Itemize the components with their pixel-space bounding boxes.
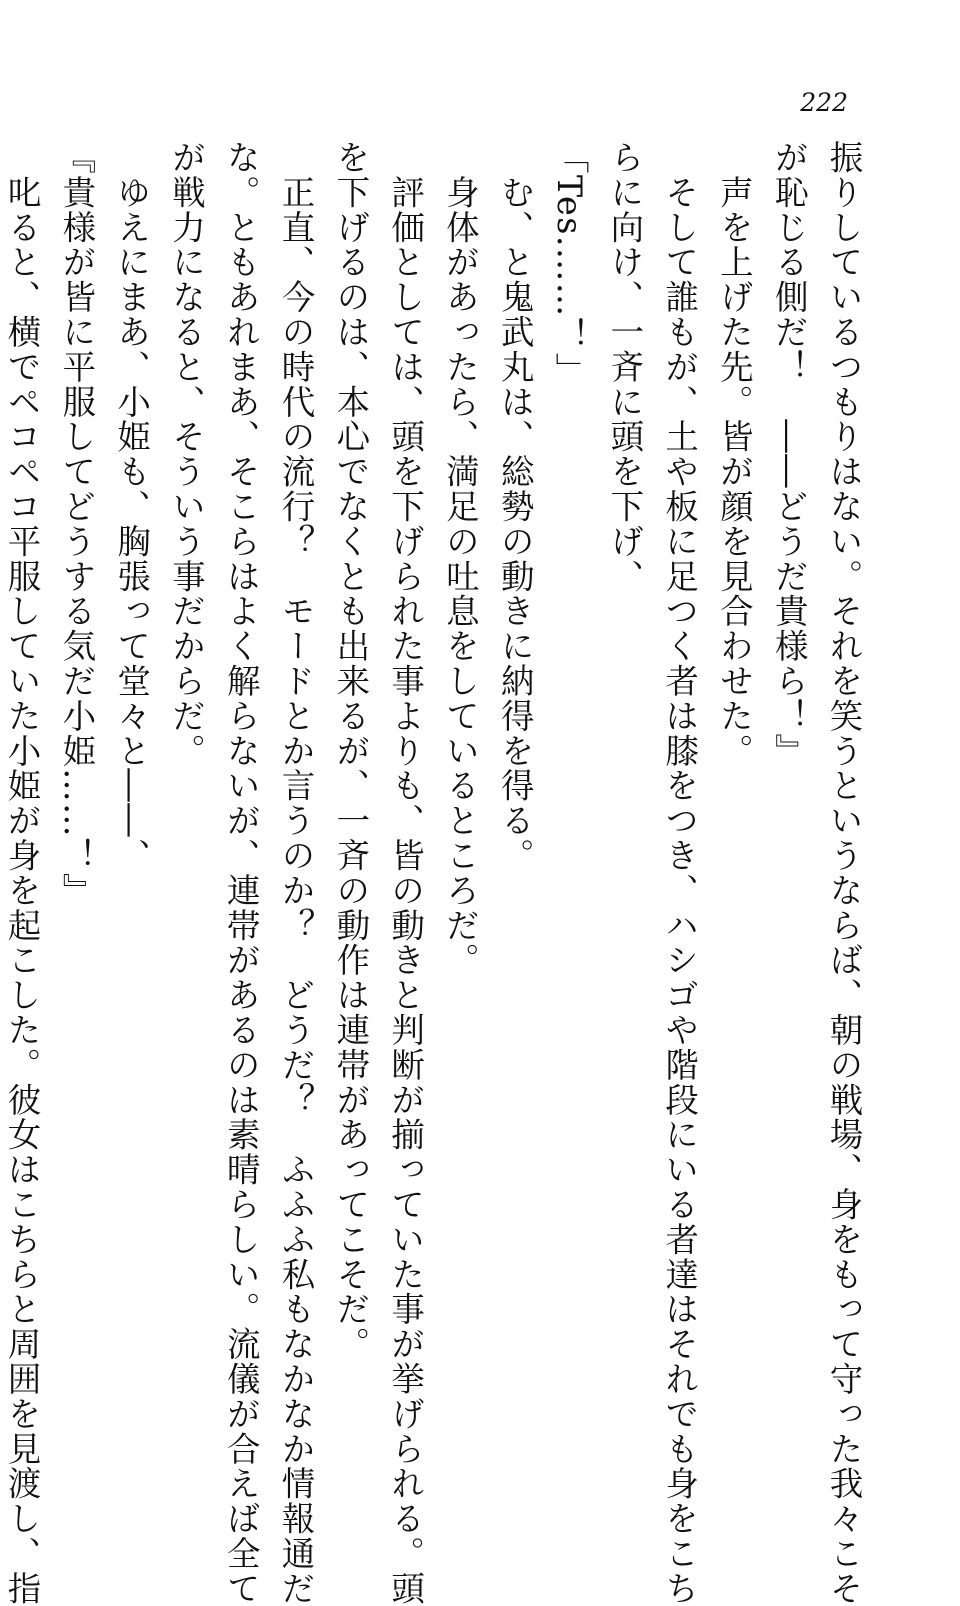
text-line <box>432 140 487 1270</box>
text-line <box>706 140 761 1270</box>
text-line <box>377 140 432 1606</box>
text-line <box>760 140 815 1270</box>
text-segment: な。ともあれまあ、そこらはよく解らないが、連帯があるのは素晴らしい。流儀が合えば全て <box>221 140 261 1606</box>
text-line <box>541 140 596 1270</box>
text-line <box>267 140 322 1606</box>
text-line <box>0 140 48 1606</box>
text-line <box>815 140 870 1606</box>
text-segment: 声を上げた先。皆が顔を見合わせた。 <box>714 140 754 769</box>
text-line <box>322 140 377 1362</box>
text-segment: を下げるのは、本心でなくとも出来るが、一斉の動作は連帯があってこそだ。 <box>330 140 370 1362</box>
text-line <box>596 140 651 1270</box>
text-segment: 振りしているつもりはない。それを笑うというならば、朝の戦場、身をもって守った我々こそ <box>824 140 863 1606</box>
page-number: 222 <box>800 88 848 117</box>
text-segment: 叱ると、横でペコペコ平服していた小姫が身を起こした。彼女はこちらと周囲を見渡し、指 <box>2 140 42 1606</box>
text-segment: 「Tes.……！」 <box>550 140 590 388</box>
text-line <box>158 140 213 1270</box>
text-segment: 評価としては、頭を下げられた事よりも、皆の動きと判断が揃っていた事が挙げられる。頭 <box>385 140 425 1606</box>
text-segment: む、と鬼武丸は、総勢の動きに納得を得る。 <box>495 140 535 873</box>
text-line <box>48 140 103 1270</box>
text-segment: 正直、今の時代の流行？ モードとか言うのか？ どうだ？ ふふふ私もなかなか情報通だ <box>276 140 316 1606</box>
text-segment: 身体があったら、満足の吐息をしているところだ。 <box>440 140 480 978</box>
text-segment: らに向け、一斉に頭を下げ、 <box>604 140 644 594</box>
text-line <box>103 140 158 1270</box>
text-segment: が戦力になると、そういう事だからだ。 <box>166 140 206 769</box>
text-segment: 『貴様が皆に平服してどうする気だ小姫……！』 <box>56 140 96 908</box>
vertical-body-text <box>0 140 870 1606</box>
text-line <box>486 140 541 1270</box>
text-line <box>212 140 267 1606</box>
text-segment: そして誰もが、土や板に足つく者は膝をつき、ハシゴや階段にいる者達はそれでも身をこち <box>659 140 699 1606</box>
text-line <box>651 140 706 1606</box>
text-segment: が恥じる側だ！ ――どうだ貴様ら！』 <box>769 140 809 769</box>
text-segment: ゆえにまあ、小姫も、胸張って堂々と――、 <box>111 140 151 873</box>
